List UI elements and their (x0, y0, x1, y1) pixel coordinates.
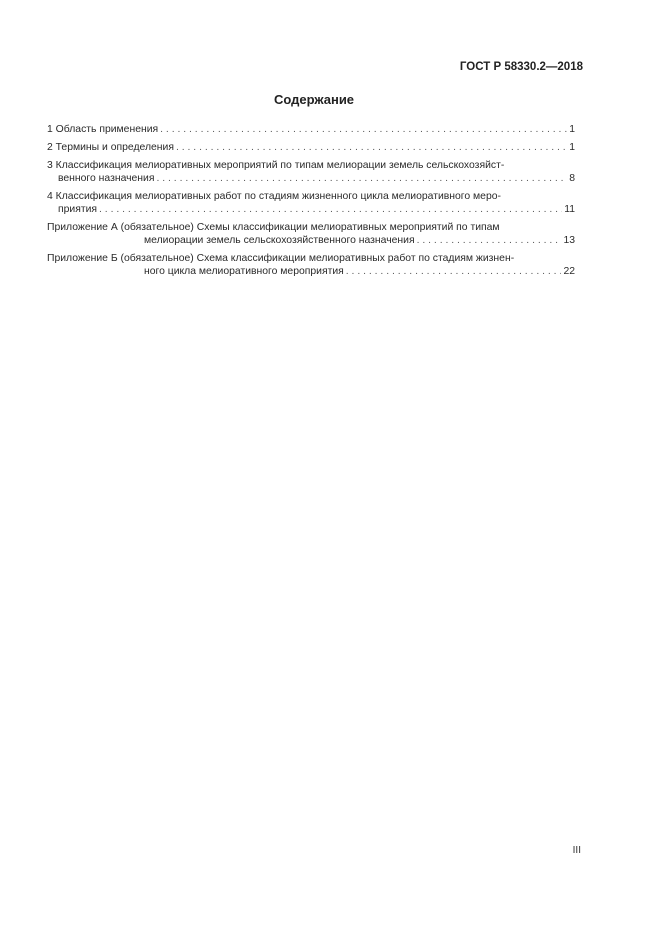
page-title: Содержание (273, 92, 355, 107)
toc-entry-title-cont: мелиорации земель сельскохозяйственного назначения (144, 235, 415, 246)
toc-page-number: 8 (569, 173, 575, 184)
toc-entry-3[interactable] (47, 159, 575, 185)
toc-entry-title: Приложение Б (обязательное) Схема классификации мелиоративных работ по стадиям жизнен- (47, 253, 515, 264)
toc-entry-2[interactable] (47, 141, 575, 154)
document-id: ГОСТ Р 58330.2—2018 (459, 61, 583, 73)
leader-dots (346, 265, 562, 278)
toc-appendix-a[interactable] (47, 221, 575, 247)
leader-dots (156, 172, 567, 185)
toc-entry-title: 4 Классификация мелиоративных работ по стадиям жизненного цикла мелиоративного меро- (47, 191, 501, 202)
toc-entry-title: 1 Область применения (47, 124, 159, 135)
toc-entry-title-cont: ного цикла мелиоративного мероприятия (144, 266, 344, 277)
toc-entry-1[interactable] (47, 123, 575, 136)
leader-dots (176, 141, 567, 154)
toc-page-number: 1 (569, 142, 575, 153)
leader-dots (417, 234, 562, 247)
page-number: III (572, 845, 581, 856)
leader-dots (160, 123, 567, 136)
table-of-contents (47, 123, 575, 283)
toc-entry-title-cont: приятия (58, 204, 98, 215)
toc-entry-title-cont: венного назначения (58, 173, 155, 184)
toc-entry-title: 3 Классификация мелиоративных мероприятий по типам мелиорации земель сельскохозяйст- (47, 160, 505, 171)
toc-page-number: 1 (569, 124, 575, 135)
toc-appendix-b[interactable] (47, 252, 575, 278)
toc-entry-4[interactable] (47, 190, 575, 216)
toc-entry-title: 2 Термины и определения (47, 142, 174, 153)
toc-page-number: 13 (563, 235, 575, 246)
toc-entry-title: Приложение А (обязательное) Схемы классификации мелиоративных мероприятий по типам (47, 222, 500, 233)
toc-page-number: 22 (563, 266, 575, 277)
leader-dots (99, 203, 562, 216)
toc-page-number: 11 (564, 204, 575, 215)
